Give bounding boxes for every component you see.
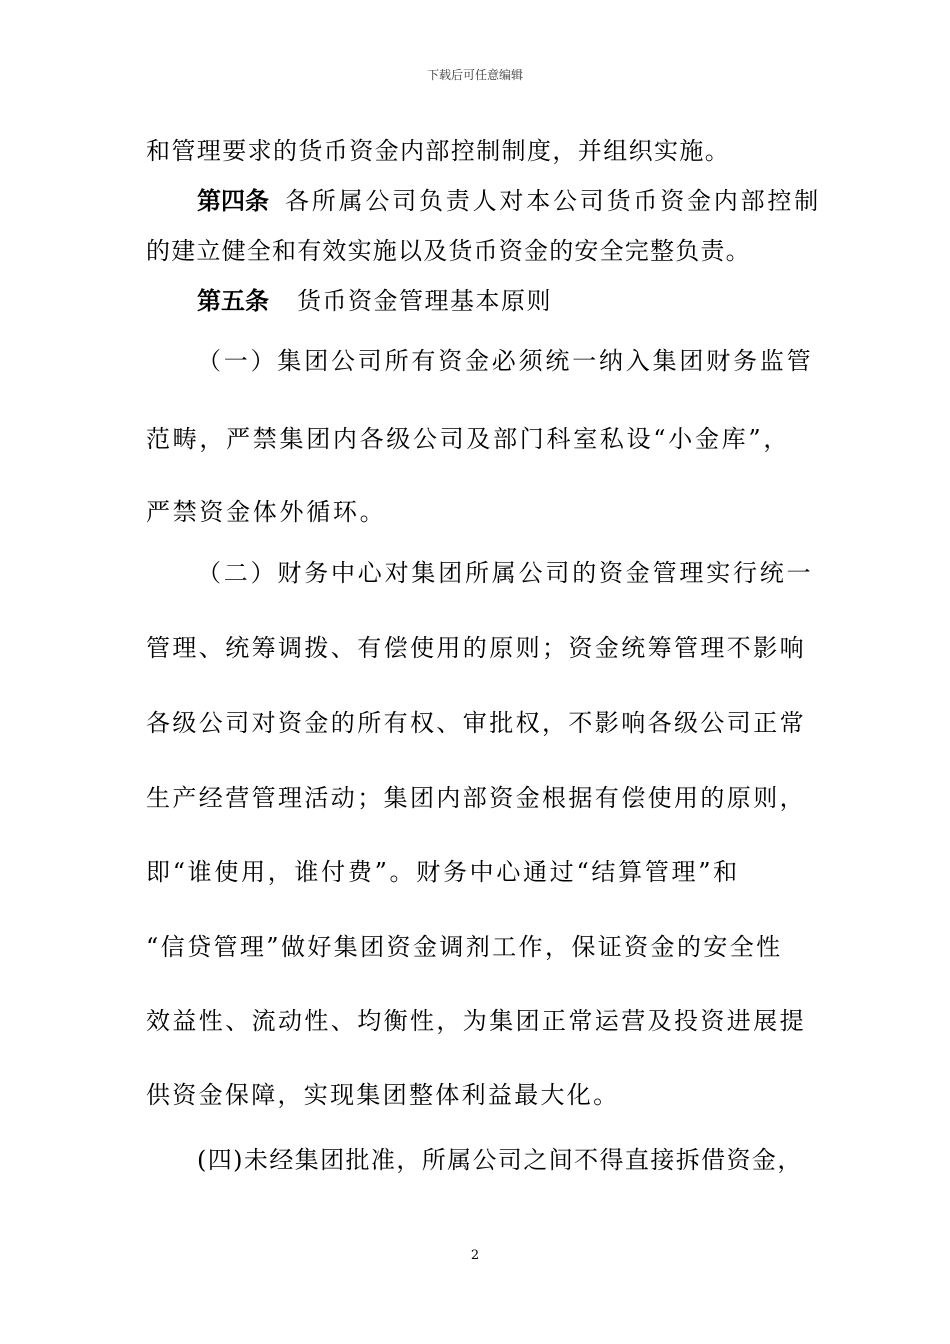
line-text: 货币资金管理基本原则 [297, 287, 552, 315]
line-text: 生产经营管理活动；集团内部资金根据有偿使用的原则， [146, 784, 806, 812]
line-text: 供资金保障，实现集团整体利益最大化。 [146, 1081, 620, 1109]
line-text: （二）财务中心对集团所属公司的资金管理实行统一 [197, 559, 814, 587]
line-text: 管理、统筹调拨、有偿使用的原则；资金统筹管理不影响 [146, 634, 806, 662]
line-text: 各级公司对资金的所有权、审批权，不影响各级公司正常 [146, 709, 806, 737]
line-text: 和管理要求的货币资金内部控制制度，并组织实施。 [146, 137, 731, 165]
line-text: 即“谁使用，谁付费”。财务中心通过“结算管理”和 [146, 858, 740, 886]
page-number: 2 [470, 1248, 480, 1263]
line-text: 各所属公司负责人对本公司货币资金内部控制 [285, 187, 821, 215]
article-label: 第五条 [197, 286, 269, 315]
line-text: （一）集团公司所有资金必须统一纳入集团财务监管 [197, 347, 814, 375]
line-text: “信贷管理”做好集团资金调剂工作，保证资金的安全性 [146, 933, 783, 961]
line-text: 的建立健全和有效实施以及货币资金的安全完整负责。 [146, 237, 751, 265]
page-header: 下载后可任意编辑 [426, 68, 523, 82]
line-text: (四)未经集团批准，所属公司之间不得直接拆借资金， [197, 1146, 803, 1174]
line-text: 范畴，严禁集团内各级公司及部门科室私设“小金库”， [146, 425, 791, 453]
line-text: 效益性、流动性、均衡性，为集团正常运营及投资进展提 [146, 1007, 806, 1035]
article-label: 第四条 [197, 186, 269, 215]
line-text: 严禁资金体外循环。 [146, 498, 387, 526]
